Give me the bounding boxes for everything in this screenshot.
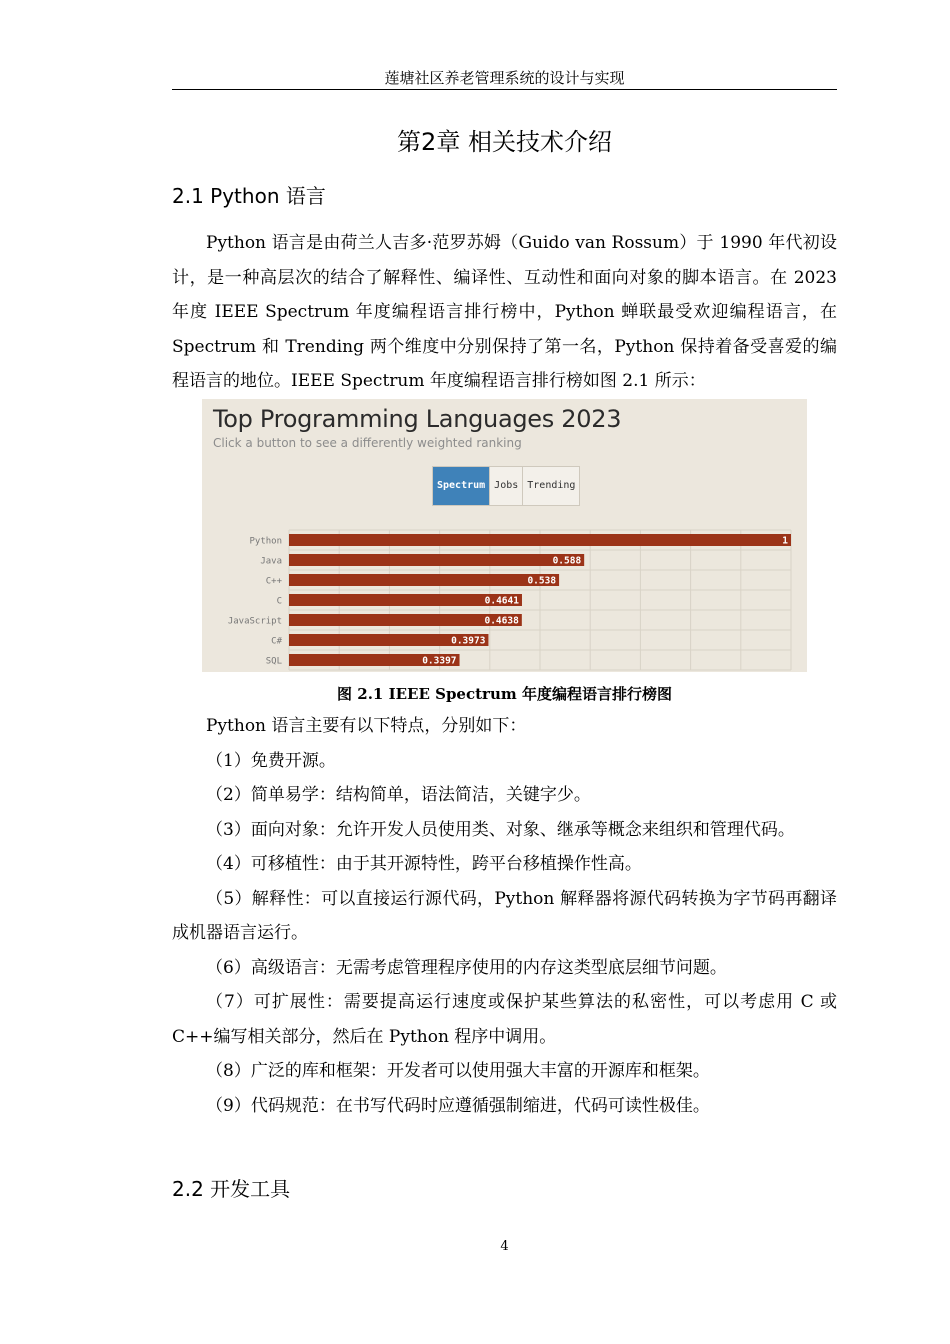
chart-category-label: C++ [265,576,282,587]
feature-item: （7）可扩展性：需要提高运行速度或保护某些算法的私密性，可以考虑用 C 或 C++编写相关部分，然后在 Python 程序中调用。 [172,992,837,1047]
figure-caption: 图 2.1 IEEE Spectrum 年度编程语言排行榜图 [337,685,672,703]
feature-item: （2）简单易学：结构简单，语法简洁，关键字少。 [206,785,591,805]
chart-bar [289,534,791,546]
chapter-title: 第2章 相关技术介绍 [397,128,612,156]
page-number: 4 [500,1239,509,1254]
feature-item: （4）可移植性：由于其开源特性，跨平台移植操作性高。 [206,854,642,874]
section-heading-2-1: 2.1 Python 语言 [172,184,326,208]
chart-value-label: 0.3397 [422,655,457,667]
chart-value-label: 0.538 [527,575,557,587]
chart-title: Top Programming Languages 2023 [213,405,622,433]
python-intro-paragraph: Python 语言是由荷兰人吉多·范罗苏姆（Guido van Rossum）于 1990 年代初设计，是一种高层次的结合了解释性、编译性、互动性和面向对象的脚本语言。在 2023 年度 IEEE Spectrum 年度编程语言排行榜中，Python 蝉联最受欢迎编程语言，在 Spectrum 和 Trending 两个维度中分别保持了第一名，Python 保持着备受喜爱的编程语言的地位。IEEE Spectrum 年度编程语言排行榜如图 2.1 所示： [172,233,837,391]
feature-item: （8）广泛的库和框架：开发者可以使用强大丰富的开源库和框架。 [206,1061,710,1081]
trending-button[interactable]: Trending [527,480,576,491]
chart-subtitle: Click a button to see a differently weighted ranking [213,436,522,450]
chart-bar [289,574,559,586]
chart-value-label: 1 [782,535,788,547]
feature-item: （6）高级语言：无需考虑管理程序使用的内存这类型底层细节问题。 [206,957,727,978]
chart-category-label: C# [271,636,282,647]
feature-item: （3）面向对象：允许开发人员使用类、对象、继承等概念来组织和管理代码。 [206,819,795,840]
feature-list [172,709,837,1123]
section-heading-2-2: 2.2 开发工具 [172,1177,291,1201]
jobs-button[interactable]: Jobs [490,467,523,505]
feature-item: （9）代码规范：在书写代码时应遵循强制缩进，代码可读性极佳。 [206,1095,710,1116]
chart-bar [289,554,584,566]
chart-category-label: SQL [265,656,282,667]
chart-category-label: C [276,596,282,607]
chart-category-label: Java [260,556,282,567]
feature-intro: Python 语言主要有以下特点，分别如下： [206,716,527,736]
running-header: 莲塘社区养老管理系统的设计与实现 [172,66,837,90]
chart-value-label: 0.4641 [484,595,519,607]
feature-item: （5）解释性：可以直接运行源代码，Python 解释器将源代码转换为字节码再翻译成机器语言运行。 [172,888,837,943]
chart-category-label: Python [249,536,282,547]
spectrum-button[interactable]: Spectrum [433,467,490,505]
chart-value-label: 0.4638 [484,615,519,627]
ranking-button-group [432,466,580,506]
chart-category-label: JavaScript [227,616,282,627]
ranking-figure [202,399,807,672]
chart-value-label: 0.588 [552,555,582,567]
chart-value-label: 0.3973 [451,635,486,647]
feature-item: （1）免费开源。 [206,750,336,771]
